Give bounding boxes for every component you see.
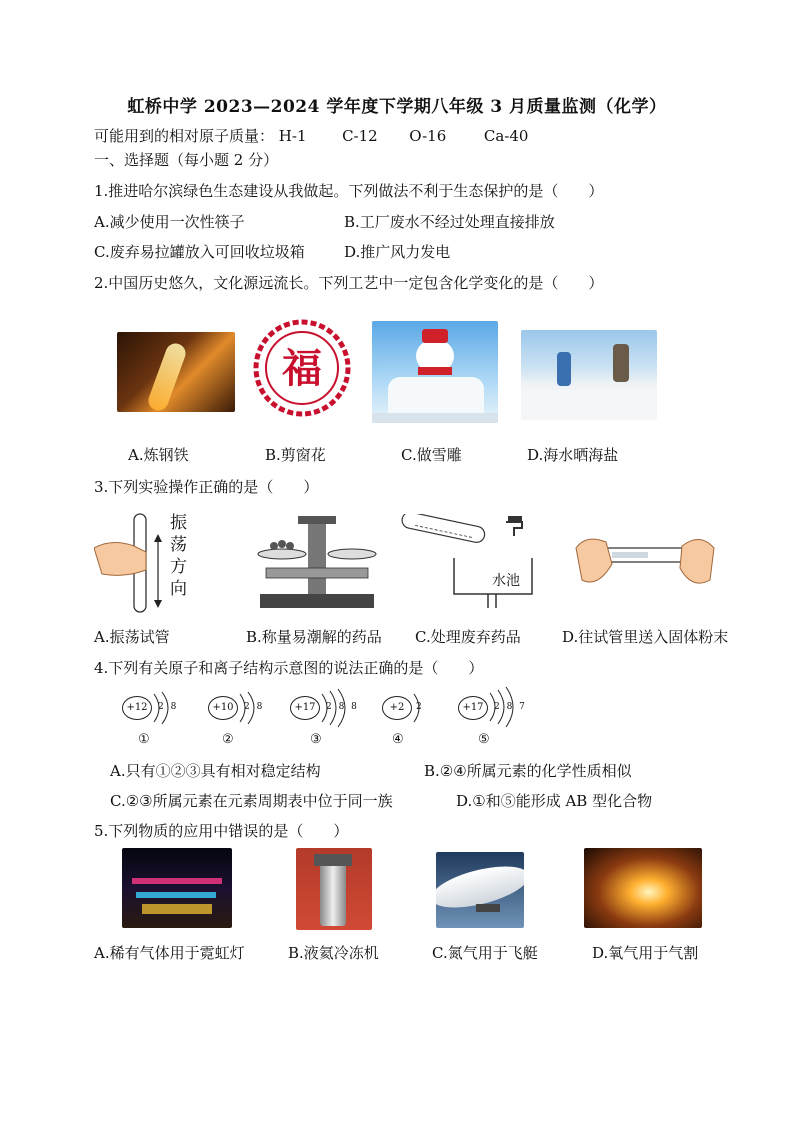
shells-1: 2 8 (158, 702, 179, 712)
shake-char-3: 方 (170, 557, 187, 577)
q4-option-d: D.①和⑤能形成 AB 型化合物 (456, 792, 653, 810)
fu-character: 福 (282, 345, 322, 392)
atom-diagram-2 (208, 690, 278, 726)
q2-stem: 2.中国历史悠久，文化源远流长。下列工艺中一定包含化学变化的是（ ） (94, 274, 604, 292)
atom-label-2: ② (222, 732, 234, 747)
q5-option-d: D.氧气用于气割 (592, 944, 699, 962)
q3-option-c: C.处理废弃药品 (415, 628, 521, 646)
atom-diagram-5 (458, 686, 538, 728)
shake-char-1: 振 (170, 513, 187, 533)
q3-option-a: A.振荡试管 (94, 628, 170, 646)
shake-test-tube-diagram (94, 508, 204, 616)
atom-label-4: ④ (392, 732, 404, 747)
neon-light-image (122, 848, 232, 928)
sink-label: 水池 (492, 573, 520, 589)
q1-option-b: B.工厂废水不经过处理直接排放 (344, 213, 555, 231)
q3-stem: 3.下列实验操作正确的是（ ） (94, 478, 319, 496)
snow-sculpture-image (372, 321, 498, 423)
q5-option-b: B.液氦冷冻机 (288, 944, 379, 962)
shells-4: 2 (416, 702, 424, 712)
shake-char-2: 荡 (170, 535, 187, 555)
airship-image (436, 852, 524, 928)
cryocooler-image (296, 848, 372, 930)
powder-diagram (572, 518, 718, 604)
mass-o: O-16 (409, 127, 447, 145)
nucleus-2: +10 (208, 696, 238, 720)
nucleus-1: +12 (122, 696, 152, 720)
mass-c: C-12 (342, 127, 378, 145)
hands-test-tube-icon (572, 518, 718, 604)
sink-diagram (396, 514, 536, 610)
shells-2: 2 8 (244, 702, 265, 712)
atomic-masses (94, 125, 528, 146)
balance-scale-icon (252, 512, 382, 612)
nucleus-4: +2 (382, 696, 412, 720)
section-heading: 一、选择题（每小题 2 分） (94, 151, 279, 169)
q4-option-c: C.②③所属元素在元素周期表中位于同一族 (110, 792, 393, 810)
gas-cutting-image (584, 848, 702, 928)
steelmaking-image (117, 332, 235, 412)
atom-label-1: ① (138, 732, 150, 747)
shells-3: 2 8 8 (326, 702, 359, 712)
masses-label: 可能用到的相对原子质量： (94, 127, 275, 145)
mass-ca: Ca-40 (483, 127, 529, 145)
hand-test-tube-icon (94, 508, 204, 616)
shells-5: 2 8 7 (494, 702, 527, 712)
mass-h: H-1 (278, 127, 307, 145)
q4-option-a: A.只有①②③具有相对稳定结构 (110, 762, 321, 780)
q5-option-c: C.氮气用于飞艇 (432, 944, 538, 962)
nucleus-5: +17 (458, 696, 488, 720)
q3-option-d: D.往试管里送入固体粉末 (562, 628, 729, 646)
atom-diagram-4 (382, 690, 442, 726)
atom-label-3: ③ (310, 732, 322, 747)
q2-option-a: A.炼钢铁 (128, 446, 189, 464)
q5-stem: 5.下列物质的应用中错误的是（ ） (94, 822, 349, 840)
q2-option-c: C.做雪雕 (401, 446, 462, 464)
atom-label-5: ⑤ (478, 732, 490, 747)
salt-field-image (521, 330, 657, 420)
q1-option-d: D.推广风力发电 (344, 243, 451, 261)
shake-char-4: 向 (170, 579, 187, 599)
atom-diagram-3 (290, 688, 370, 728)
q1-stem: 1.推进哈尔滨绿色生态建设从我做起。下列做法不利于生态保护的是（ ） (94, 182, 604, 200)
q1-option-a: A.减少使用一次性筷子 (94, 213, 245, 231)
atom-diagram-1 (122, 690, 192, 726)
q2-option-b: B.剪窗花 (265, 446, 326, 464)
page-title: 虹桥中学 2023—2024 学年度下学期八年级 3 月质量监测（化学） (127, 97, 667, 117)
nucleus-3: +17 (290, 696, 320, 720)
paper-cut-fu-icon (252, 318, 352, 418)
balance-diagram (252, 512, 382, 612)
q4-stem: 4.下列有关原子和离子结构示意图的说法正确的是（ ） (94, 659, 484, 677)
q1-option-c: C.废弃易拉罐放入可回收垃圾箱 (94, 243, 305, 261)
q3-option-b: B.称量易潮解的药品 (246, 628, 382, 646)
paper-cut-image (252, 318, 352, 418)
q5-option-a: A.稀有气体用于霓虹灯 (94, 944, 245, 962)
waste-disposal-icon (396, 514, 536, 610)
q2-option-d: D.海水晒海盐 (527, 446, 619, 464)
q4-option-b: B.②④所属元素的化学性质相似 (424, 762, 632, 780)
